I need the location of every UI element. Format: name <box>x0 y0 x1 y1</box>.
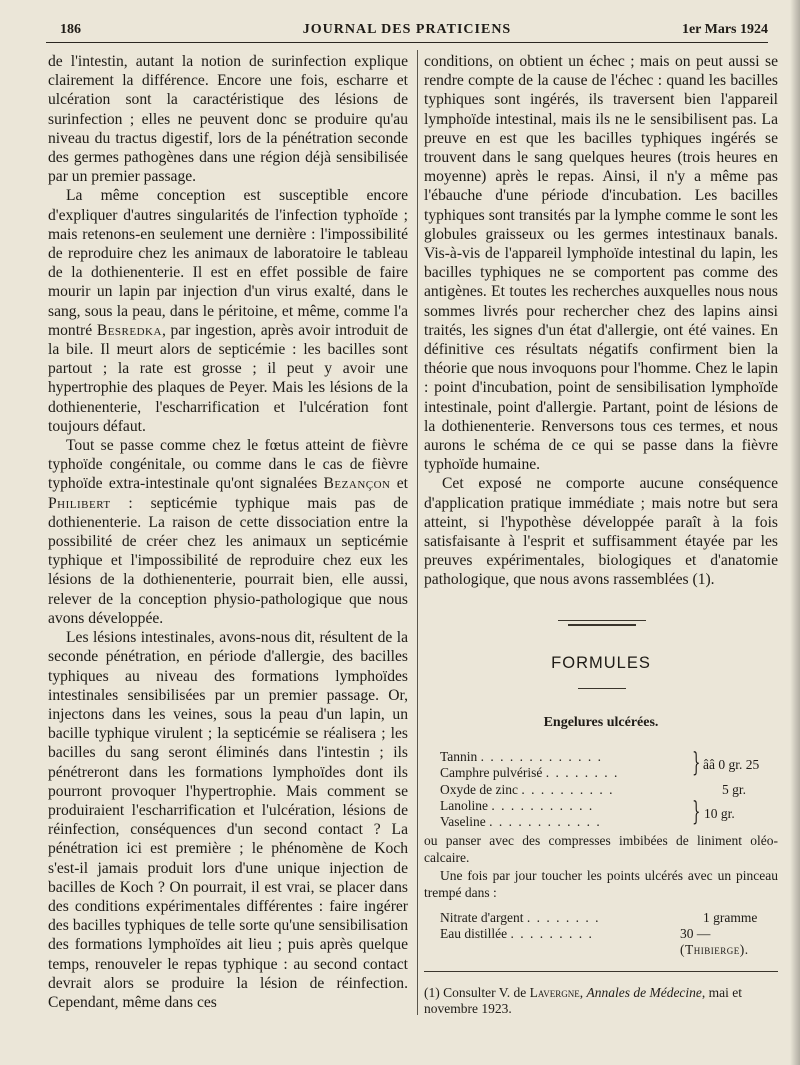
dose: 10 gr. <box>704 806 735 821</box>
footnote-rule <box>424 971 778 972</box>
right-column <box>424 52 778 590</box>
footnote-journal: Annales de Médecine <box>586 985 702 1000</box>
formula-note: Une fois par jour toucher les points ulcérés avec un pinceau trempé dans : <box>424 868 778 900</box>
paragraph: Tout se passe comme chez le fœtus atteint de fièvre typhoïde congénitale, ou comme dans le cas de fièvre typhoïde extra-intestinale qu'ont signalées Bezançon et Philibert : septicémie typhique mais pas de dothienenterie. La raison de cette dissociation entre la possibilité de créer chez les animaux un septicémie typhique et l'impossibilité de reproduire chez eux les lésions de la dothienenterie, pourrait bien, elle aussi, relever de la conception physio-pathologique que nous avons développée. <box>48 437 408 627</box>
page-number: 186 <box>60 22 81 37</box>
paragraph: de l'intestin, autant la notion de surinfection explique clairement la différence. Encore une fois, escharre et ulcération sont la caractéristique des lésions de surinfection ; elles ne peuvent donc se produire qu'au niveau du tractus digestif, lors de la pénétration seconde des germes pathogènes dans une région déjà sensibilisée par un premier passage. <box>48 53 408 186</box>
formula-subtitle: Engelures ulcérées. <box>543 715 659 730</box>
dose: 30 — <box>680 926 711 941</box>
ingredient-line: Camphre pulvérisé . . . . . . . . <box>440 765 619 780</box>
brace-icon: } <box>692 748 701 778</box>
dose: 1 gramme <box>703 910 758 925</box>
section-ornament-rule <box>558 619 646 627</box>
page-edge-shadow <box>790 0 800 1065</box>
dose: 5 gr. <box>722 782 747 797</box>
paragraph: Les lésions intestinales, avons-nous dit, résultent de la seconde pénétration, en période d'allergie, des bacilles typhiques au niveau des formations lymphoïdes intestinales sensibilisées par un premier passage. Or, injectons dans les veines, sous la peau d'un lapin, un bacille typhique virulent ; la septicémie se réalisera ; les bacilles du sang seront éliminés dans l'intestin ; ils pénétreront dans les formations lymphoïdes dont ils pourront provoquer l'hypertrophie. Mais comment se produiraient l'escharrification et l'ulcération, lésions de réinfection, conséquences d'un second contact ? La pénétration ici est première ; le phénomène de Koch s'est-il jamais produit lors d'une unique injection de bacilles de Koch ? On pourrait, il est vrai, se placer dans des conditions expérimentales différentes : faire ingérer des bacilles typhiques de telle sorte qu'une sensibilisation des formations lymphoïdes ait lieu ; puis après quelque temps, renouveler le repas typhique : au second contact devrait alors se produire la lésion de réinfection. Cependant, même dans ces <box>48 629 408 1011</box>
author-name: Besredka <box>96 321 162 339</box>
page-header <box>46 22 768 42</box>
ingredient-line: Tannin . . . . . . . . . . . . . <box>440 749 603 764</box>
footnote: (1) Consulter V. de Lavergne, Annales de Médecine, mai et novembre 1923. <box>424 985 743 1016</box>
section-title: FORMULES <box>551 654 651 672</box>
ingredient-line: Lanoline . . . . . . . . . . . <box>440 798 594 813</box>
ingredient-line: Oxyde de zinc . . . . . . . . . . <box>440 782 614 797</box>
footnote-author: Lavergne <box>529 985 580 1000</box>
formula-note: ou panser avec des compresses imbibées de liniment oléo-calcaire. <box>424 833 778 865</box>
column-divider <box>417 50 418 1015</box>
paragraph: La même conception est susceptible encore d'expliquer d'autres singularités de l'infection typhoïde ; mais retenons-en seulement une dernière : l'impossibilité de reproduire chez les animaux de laboratoire le tableau de la dothienenterie. Il est en effet possible de faire mourir un lapin par injection d'un virus exalté, dans le sang, sous la peau, dans le péritoine, et même, comme l'a montré Besredka, par ingestion, après avoir introduit de la bile. Il meurt alors de septicémie : les bacilles sont partout ; la rate est grosse ; il peut y avoir une hypertrophie des plaques de Peyer. Mais les lésions de la dothienenterie, l'escharrification et l'ulcération font toujours défaut. <box>48 187 408 435</box>
author-name: Philibert <box>48 494 111 512</box>
journal-title: JOURNAL DES PRATICIENS <box>302 22 512 37</box>
ingredient-line: Vaseline . . . . . . . . . . . . <box>440 814 602 829</box>
issue-date: 1er Mars 1924 <box>681 22 768 37</box>
ingredient-line: Nitrate d'argent . . . . . . . . <box>440 910 601 925</box>
ingredient-line: Eau distillée . . . . . . . . . <box>440 926 594 941</box>
left-column <box>48 52 408 1012</box>
brace-icon: } <box>692 797 701 827</box>
author-name: Bezançon <box>323 475 391 493</box>
title-underline <box>578 688 626 689</box>
paragraph: Cet exposé ne comporte aucune conséquence d'application pratique immédiate ; mais notre but sera atteint, si l'hypothèse développée paraît à la fois satisfaisante à l'esprit et suffisamment étayée par les preuves expérimentales, biologiques et d'anatomie pathologique, que nous avons rassemblées (1). <box>424 475 778 589</box>
formula-signature: (Thibierge). <box>680 942 749 957</box>
dose: ââ 0 gr. 25 <box>703 757 760 772</box>
header-rule <box>46 42 768 43</box>
paragraph: conditions, on obtient un échec ; mais on peut aussi se rendre compte de la cause de l'échec : quand les bacilles typhiques sont ingérés, ils traversent bien l'appareil lymphoïde intestinal, mais ils ne le sensibilisent pas. La preuve en est que les bacilles typhiques ingérés se trouvent dans le sang quelques heures (trois heures en moyenne) après le repas. Ainsi, il n'y a même pas l'ébauche d'une période d'incubation. Les bacilles typhiques sont transités par la lymphe comme le sont les globules graisseux ou les germes intestinaux banals. Vis-à-vis de l'appareil lymphoïde intestinal du lapin, les bacilles typhiques ne se comportent pas comme des antigènes. Et toutes les recherches auxquelles nous nous sommes livrés pour rechercher chez des lapins ainsi traités, les signes d'un état d'allergie, ont été vaines. En définitive ces résultats négatifs confirment bien la théorie que nous invoquons pour l'homme. Chez le lapin : point d'incubation, point de sensibilisation lymphoïde intestinale, point d'allergie. Partant, point de lésions de la dothienenterie. Renversons tous ces termes, et nous aurons le schéma de ce qui se passe dans la fièvre typhoïde humaine. <box>424 53 778 474</box>
